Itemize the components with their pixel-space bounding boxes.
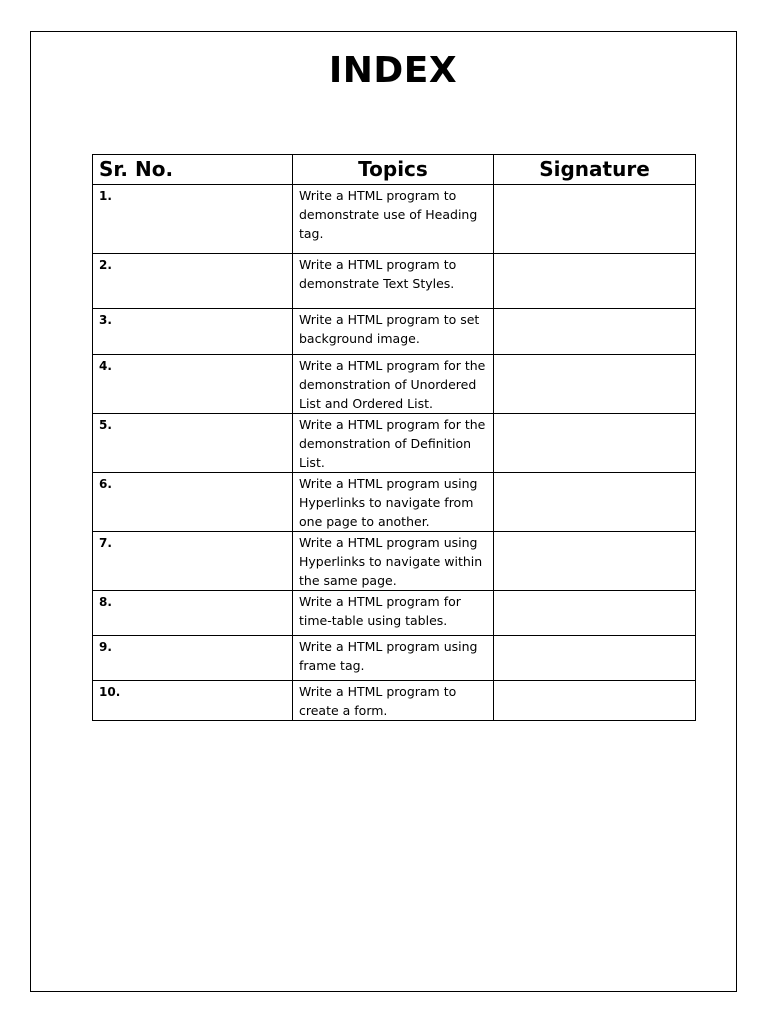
row-sr-no: 2. [93,254,293,309]
row-topic: Write a HTML program for the demonstration of Unordered List and Ordered List. [293,355,494,414]
row-topic: Write a HTML program using frame tag. [293,636,494,681]
row-topic: Write a HTML program to set background image. [293,309,494,355]
row-topic: Write a HTML program to create a form. [293,681,494,721]
row-topic: Write a HTML program to demonstrate Text Styles. [293,254,494,309]
row-signature [494,254,696,309]
table-row [93,681,696,721]
row-signature [494,591,696,636]
row-sr-no: 7. [93,532,293,591]
header-topics: Topics [293,155,494,185]
row-topic: Write a HTML program for time-table using tables. [293,591,494,636]
row-topic: Write a HTML program for the demonstration of Definition List. [293,414,494,473]
row-topic: Write a HTML program using Hyperlinks to navigate from one page to another. [293,473,494,532]
row-signature [494,532,696,591]
row-sr-no: 6. [93,473,293,532]
table-header-row [93,155,696,185]
table-row [93,414,696,473]
row-signature [494,636,696,681]
table-row [93,254,696,309]
row-topic: Write a HTML program to demonstrate use of Heading tag. [293,185,494,254]
header-signature: Signature [494,155,696,185]
row-topic: Write a HTML program using Hyperlinks to navigate within the same page. [293,532,494,591]
row-sr-no: 10. [93,681,293,721]
row-sr-no: 9. [93,636,293,681]
row-signature [494,185,696,254]
table-row [93,532,696,591]
row-signature [494,681,696,721]
row-sr-no: 1. [93,185,293,254]
header-sr-no: Sr. No. [93,155,293,185]
row-sr-no: 8. [93,591,293,636]
row-signature [494,309,696,355]
page-title: INDEX [328,50,458,91]
table-row [93,636,696,681]
row-sr-no: 3. [93,309,293,355]
row-sr-no: 5. [93,414,293,473]
row-signature [494,355,696,414]
table-row [93,355,696,414]
row-sr-no: 4. [93,355,293,414]
row-signature [494,414,696,473]
table-row [93,591,696,636]
row-signature [494,473,696,532]
table-row [93,473,696,532]
index-table [92,154,696,721]
table-row [93,309,696,355]
table-row [93,185,696,254]
